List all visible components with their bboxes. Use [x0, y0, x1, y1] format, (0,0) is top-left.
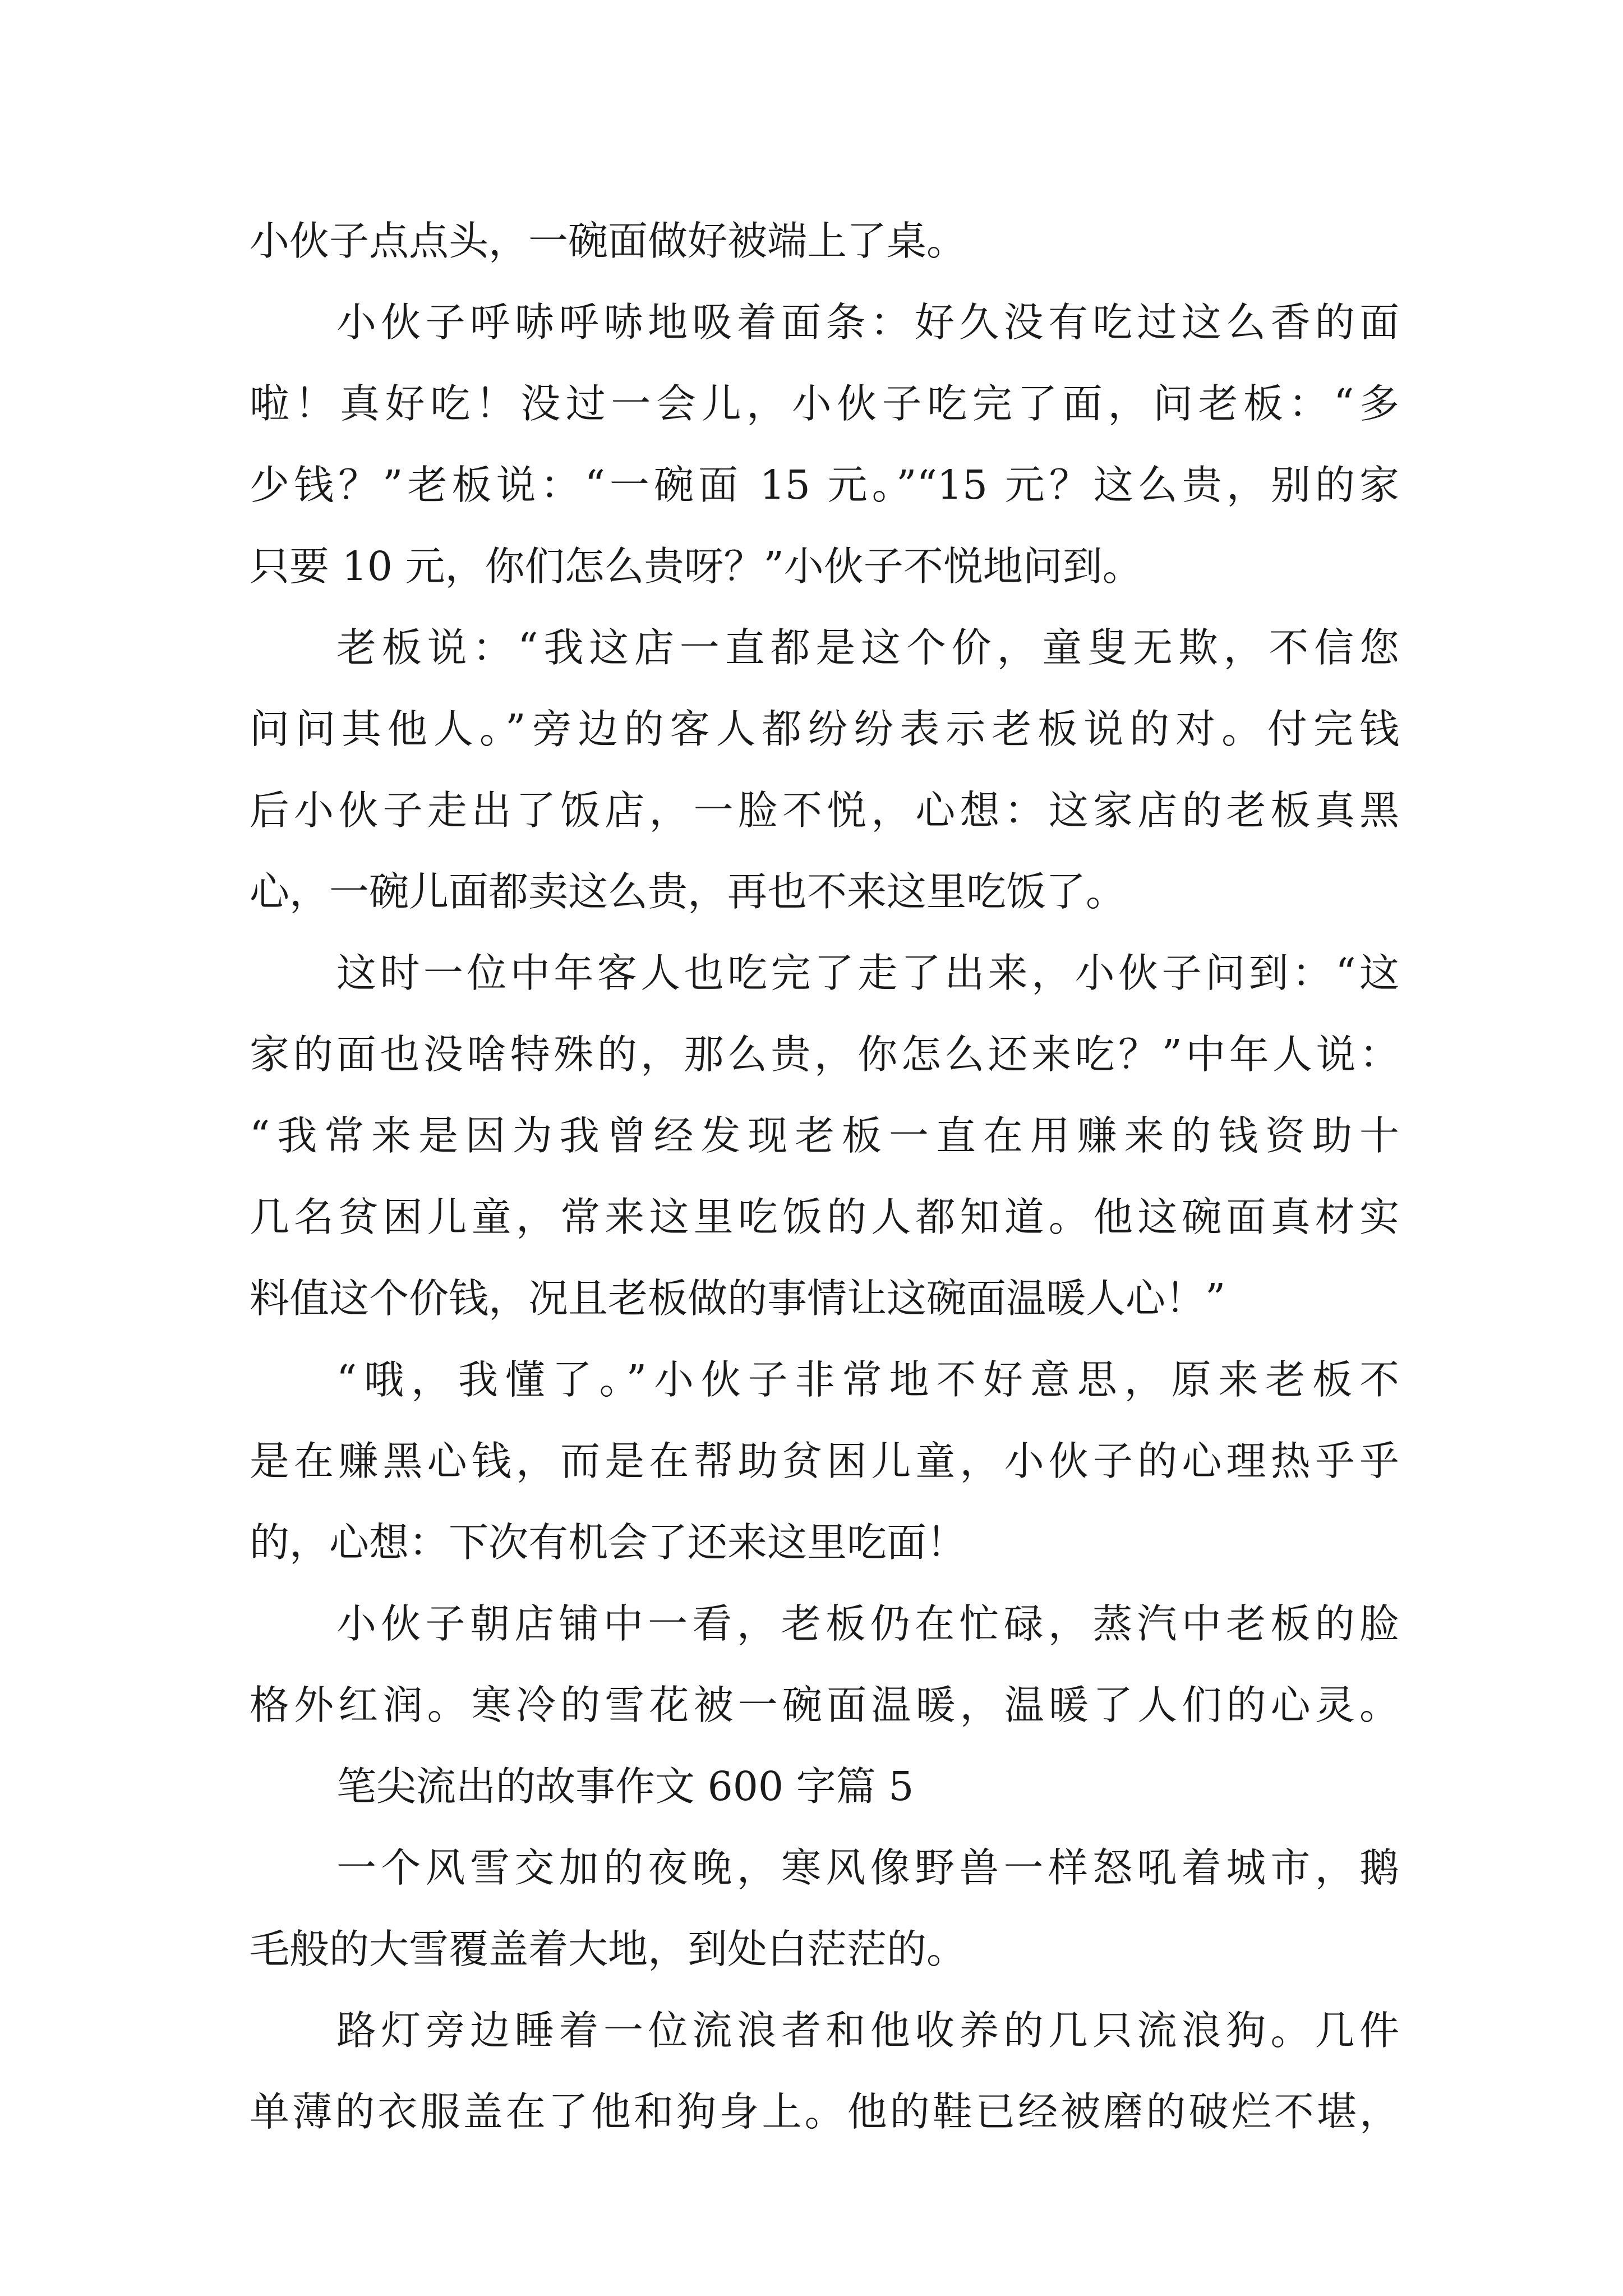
text-line: 家的面也没啥特殊的，那么贵，你怎么还来吃？”中年人说： — [250, 1031, 1399, 1078]
text-line: 心，一碗儿面都卖这么贵，再也不来这里吃饭了。 — [250, 868, 1126, 915]
text-line: “我常来是因为我曾经发现老板一直在用赚来的钱资助十 — [250, 1112, 1399, 1159]
paragraph-first-line: 小伙子呼哧呼哧地吸着面条：好久没有吃过这么香的面 — [336, 299, 1399, 346]
paragraph-first-line: 这时一位中年客人也吃完了走了出来，小伙子问到：“这 — [336, 950, 1399, 996]
paragraph-first-line: 路灯旁边睡着一位流浪者和他收养的几只流浪狗。几件 — [336, 2007, 1399, 2054]
section-heading: 笔尖流出的故事作文 600 字篇 5 — [336, 1763, 914, 1810]
text-line: 少钱？”老板说：“一碗面 15 元。”“15 元？这么贵，别的家 — [250, 462, 1399, 508]
paragraph-first-line: 一个风雪交加的夜晚，寒风像野兽一样怒吼着城市，鹅 — [336, 1844, 1399, 1891]
text-line: 是在赚黑心钱，而是在帮助贫困儿童，小伙子的心理热乎乎 — [250, 1438, 1399, 1484]
text-line: 的，心想：下次有机会了还来这里吃面！ — [250, 1519, 967, 1566]
paragraph-first-line: 老板说：“我这店一直都是这个价，童叟无欺，不信您 — [336, 624, 1399, 671]
text-line: 只要 10 元，你们怎么贵呀？”小伙子不悦地问到。 — [250, 543, 1142, 590]
paragraph-first-line: “哦，我懂了。”小伙子非常地不好意思，原来老板不 — [336, 1356, 1399, 1403]
text-line: 单薄的衣服盖在了他和狗身上。他的鞋已经被磨的破烂不堪， — [250, 2088, 1399, 2135]
text-line: 啦！真好吃！没过一会儿，小伙子吃完了面，问老板：“多 — [250, 380, 1399, 427]
text-line: 后小伙子走出了饭店，一脸不悦，心想：这家店的老板真黑 — [250, 787, 1399, 834]
text-line: 问问其他人。”旁边的客人都纷纷表示老板说的对。付完钱 — [250, 706, 1399, 752]
paragraph-first-line: 小伙子朝店铺中一看，老板仍在忙碌，蒸汽中老板的脸 — [336, 1600, 1399, 1647]
text-line: 几名贫困儿童，常来这里吃饭的人都知道。他这碗面真材实 — [250, 1194, 1399, 1240]
text-line: 格外红润。寒冷的雪花被一碗面温暖，温暖了人们的心灵。 — [250, 1682, 1399, 1728]
text-line: 料值这个价钱，况且老板做的事情让这碗面温暖人心！” — [250, 1275, 1226, 1322]
text-line: 小伙子点点头，一碗面做好被端上了桌。 — [250, 218, 967, 264]
text-line: 毛般的大雪覆盖着大地，到处白茫茫的。 — [250, 1926, 967, 1972]
